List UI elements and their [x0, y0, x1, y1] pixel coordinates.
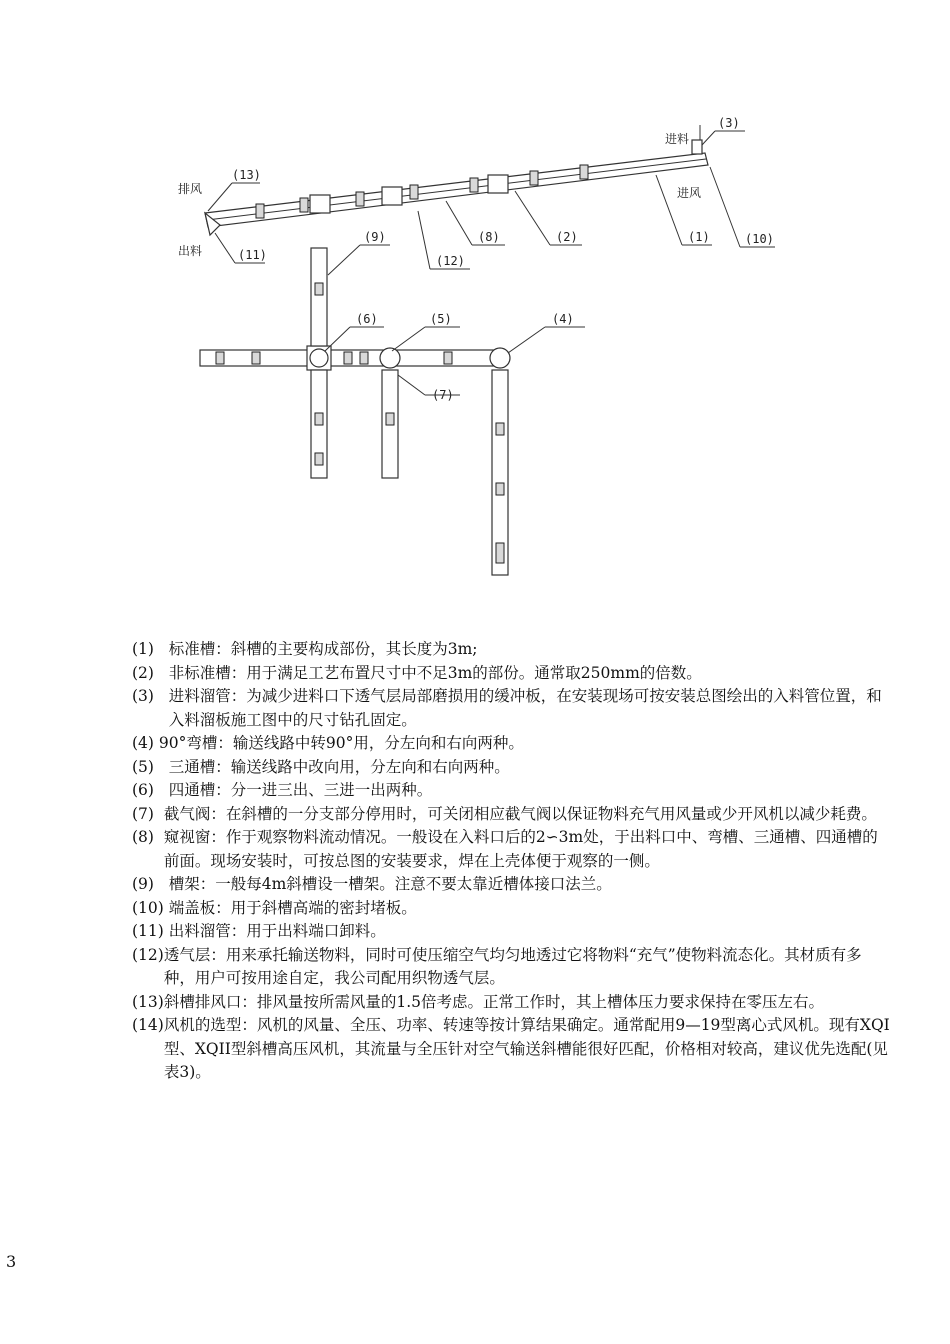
note-text: 槽架：一般每4m斜槽设一槽架。注意不要太靠近槽体接口法兰。	[168, 875, 612, 893]
note-number: (1)	[132, 640, 169, 658]
note-item	[132, 638, 892, 662]
note-number: (3)	[132, 687, 169, 705]
page-number: 3	[6, 1252, 17, 1271]
note-number: (14)	[132, 1016, 164, 1034]
note-item	[132, 779, 892, 803]
note-number: (10)	[132, 898, 169, 917]
note-item	[132, 803, 892, 827]
plan-view	[200, 248, 510, 575]
note-number: (7)	[132, 804, 164, 823]
note-item	[132, 732, 892, 756]
exhaust-label: 排风	[178, 182, 203, 196]
note-item	[132, 662, 892, 686]
note-text: 非标准槽：用于满足工艺布置尺寸中不足3m的部份。通常取250mm的倍数。	[168, 663, 702, 682]
callout-2: (2)	[556, 230, 578, 244]
note-text: 90°弯槽：输送线路中转90°用，分左向和右向两种。	[158, 734, 524, 752]
note-item	[132, 756, 892, 780]
note-text: 标准槽：斜槽的主要构成部份，其长度为3m;	[168, 640, 478, 658]
note-number: (5)	[132, 757, 169, 776]
callout-7: (7)	[432, 388, 454, 402]
note-number: (6)	[132, 781, 169, 799]
chute-assembly-diagram	[160, 105, 774, 585]
note-item	[132, 944, 892, 991]
note-item	[132, 873, 892, 897]
component-notes-list	[132, 638, 892, 1085]
note-item	[132, 685, 892, 732]
note-number: (4)	[132, 734, 159, 752]
callout-10: (10)	[745, 232, 774, 246]
note-text: 端盖板：用于斜槽高端的密封堵板。	[168, 898, 417, 917]
note-text: 进料溜管：为减少进料口下透气层局部磨损用的缓冲板，在安装现场可按安装总图绘出的入料管位置，和入料溜板施工图中的尺寸钻孔固定。	[168, 687, 882, 729]
discharge-label: 出料	[178, 244, 203, 258]
chute-drawing	[160, 105, 774, 585]
note-number: (2)	[132, 663, 169, 682]
note-text: 风机的选型：风机的风量、全压、功率、转速等按计算结果确定。通常配用9—19型离心式风机。现有XQI型、XQII型斜槽高压风机，其流量与全压针对空气输送斜槽能很好匹配，价格相对较高，建议优先选配(见表3)。	[163, 1016, 890, 1081]
note-item	[132, 897, 892, 921]
note-text: 四通槽：分一进三出、三进一出两种。	[168, 781, 433, 799]
note-item	[132, 920, 892, 944]
note-text: 斜槽排风口：排风量按所需风量的1.5倍考虑。正常工作时，其上槽体压力要求保持在零压左右。	[163, 992, 824, 1011]
callout-9: (9)	[364, 230, 386, 244]
note-text: 窥视窗：作于观察物料流动情况。一般设在入料口后的2∽3m处，于出料口中、弯槽、三通槽、四通槽的前面。现场安装时，可按总图的安装要求，焊在上壳体便于观察的一侧。	[163, 828, 878, 870]
callout-5: (5)	[430, 312, 452, 326]
note-number: (8)	[132, 828, 164, 846]
note-text: 透气层：用来承托输送物料，同时可使压缩空气均匀地透过它将物料“充气”使物料流态化。其材质有多种，用户可按用途自定，我公司配用织物透气层。	[163, 945, 862, 987]
callout-3: (3)	[718, 116, 740, 130]
note-text: 三通槽：输送线路中改向用，分左向和右向两种。	[168, 757, 510, 776]
note-item	[132, 1014, 892, 1085]
callout-8: (8)	[478, 230, 500, 244]
note-number: (12)	[132, 945, 164, 964]
feed-label: 进料	[665, 132, 690, 146]
note-number: (13)	[132, 992, 164, 1011]
air-inlet-label: 进风	[677, 186, 702, 200]
note-number: (11)	[132, 922, 169, 940]
callout-4: (4)	[552, 312, 574, 326]
callout-6: (6)	[356, 312, 378, 326]
note-number: (9)	[132, 875, 169, 893]
note-text: 截气阀：在斜槽的一分支部分停用时，可关闭相应截气阀以保证物料充气用风量或少开风机以减少耗费。	[163, 804, 877, 823]
callout-1: (1)	[688, 230, 710, 244]
callout-11: (11)	[238, 248, 267, 262]
callout-13: (13)	[232, 168, 261, 182]
callout-12: (12)	[436, 254, 465, 268]
note-text: 出料溜管：用于出料端口卸料。	[168, 922, 386, 940]
note-item	[132, 826, 892, 873]
note-item	[132, 991, 892, 1015]
